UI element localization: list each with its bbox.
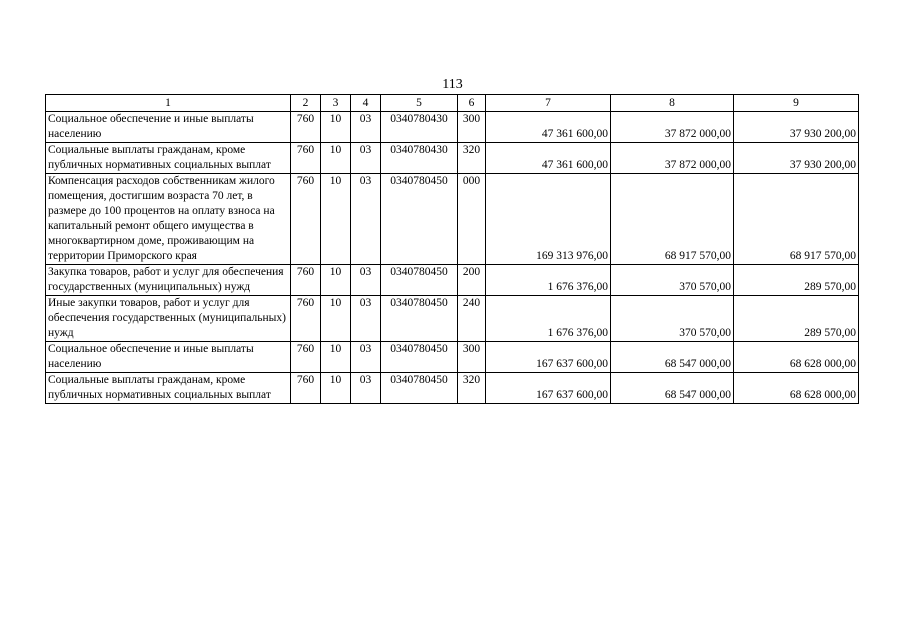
header-cell: 7 — [486, 95, 611, 112]
table-row — [46, 174, 859, 265]
code-cell: 0340780450 — [381, 373, 458, 404]
amount-cell: 167 637 600,00 — [486, 373, 611, 404]
amount-cell: 68 628 000,00 — [734, 373, 859, 404]
code-cell: 0340780430 — [381, 143, 458, 174]
code-cell: 320 — [458, 143, 486, 174]
row-name-cell: Социальные выплаты гражданам, кроме публичных нормативных социальных выплат — [46, 143, 291, 174]
code-cell: 200 — [458, 265, 486, 296]
amount-cell: 370 570,00 — [611, 265, 734, 296]
amount-cell: 68 917 570,00 — [611, 174, 734, 265]
amount-cell: 68 547 000,00 — [611, 373, 734, 404]
code-cell: 0340780450 — [381, 174, 458, 265]
code-cell: 03 — [351, 174, 381, 265]
amount-cell: 47 361 600,00 — [486, 143, 611, 174]
header-cell: 1 — [46, 95, 291, 112]
header-cell: 8 — [611, 95, 734, 112]
code-cell: 10 — [321, 296, 351, 342]
header-cell: 4 — [351, 95, 381, 112]
amount-cell: 167 637 600,00 — [486, 342, 611, 373]
row-name-cell: Социальное обеспечение и иные выплаты населению — [46, 342, 291, 373]
page-number: 113 — [442, 77, 463, 92]
code-cell: 300 — [458, 342, 486, 373]
code-cell: 320 — [458, 373, 486, 404]
code-cell: 03 — [351, 143, 381, 174]
code-cell: 760 — [291, 296, 321, 342]
code-cell: 760 — [291, 342, 321, 373]
table-row — [46, 296, 859, 342]
code-cell: 03 — [351, 112, 381, 143]
header-cell: 5 — [381, 95, 458, 112]
code-cell: 10 — [321, 112, 351, 143]
code-cell: 760 — [291, 373, 321, 404]
amount-cell: 68 917 570,00 — [734, 174, 859, 265]
code-cell: 0340780450 — [381, 296, 458, 342]
row-name-cell: Социальное обеспечение и иные выплаты населению — [46, 112, 291, 143]
table-row — [46, 112, 859, 143]
code-cell: 0340780450 — [381, 265, 458, 296]
amount-cell: 1 676 376,00 — [486, 296, 611, 342]
amount-cell: 68 547 000,00 — [611, 342, 734, 373]
code-cell: 0340780430 — [381, 112, 458, 143]
code-cell: 760 — [291, 265, 321, 296]
code-cell: 760 — [291, 112, 321, 143]
header-cell: 3 — [321, 95, 351, 112]
table-row — [46, 143, 859, 174]
amount-cell: 47 361 600,00 — [486, 112, 611, 143]
code-cell: 760 — [291, 143, 321, 174]
code-cell: 10 — [321, 265, 351, 296]
code-cell: 10 — [321, 342, 351, 373]
table-row — [46, 373, 859, 404]
budget-table — [45, 94, 859, 404]
header-cell: 2 — [291, 95, 321, 112]
amount-cell: 289 570,00 — [734, 296, 859, 342]
code-cell: 03 — [351, 373, 381, 404]
code-cell: 03 — [351, 296, 381, 342]
amount-cell: 37 872 000,00 — [611, 112, 734, 143]
table-row — [46, 265, 859, 296]
code-cell: 10 — [321, 174, 351, 265]
row-name-cell: Компенсация расходов собственникам жилого помещения, достигшим возраста 70 лет, в размере до 100 процентов на оплату взноса на капитальный ремонт общего имущества в многоквартирном доме, проживающим на территории Приморского края — [46, 174, 291, 265]
amount-cell: 37 872 000,00 — [611, 143, 734, 174]
amount-cell: 37 930 200,00 — [734, 112, 859, 143]
code-cell: 10 — [321, 373, 351, 404]
amount-cell: 370 570,00 — [611, 296, 734, 342]
code-cell: 000 — [458, 174, 486, 265]
row-name-cell: Иные закупки товаров, работ и услуг для обеспечения государственных (муниципальных) нужд — [46, 296, 291, 342]
amount-cell: 289 570,00 — [734, 265, 859, 296]
code-cell: 760 — [291, 174, 321, 265]
amount-cell: 1 676 376,00 — [486, 265, 611, 296]
code-cell: 300 — [458, 112, 486, 143]
amount-cell: 68 628 000,00 — [734, 342, 859, 373]
code-cell: 0340780450 — [381, 342, 458, 373]
code-cell: 03 — [351, 342, 381, 373]
header-cell: 6 — [458, 95, 486, 112]
row-name-cell: Социальные выплаты гражданам, кроме публичных нормативных социальных выплат — [46, 373, 291, 404]
row-name-cell: Закупка товаров, работ и услуг для обеспечения государственных (муниципальных) нужд — [46, 265, 291, 296]
header-cell: 9 — [734, 95, 859, 112]
code-cell: 240 — [458, 296, 486, 342]
amount-cell: 169 313 976,00 — [486, 174, 611, 265]
amount-cell: 37 930 200,00 — [734, 143, 859, 174]
code-cell: 10 — [321, 143, 351, 174]
code-cell: 03 — [351, 265, 381, 296]
table-row — [46, 342, 859, 373]
header-row — [46, 95, 859, 112]
